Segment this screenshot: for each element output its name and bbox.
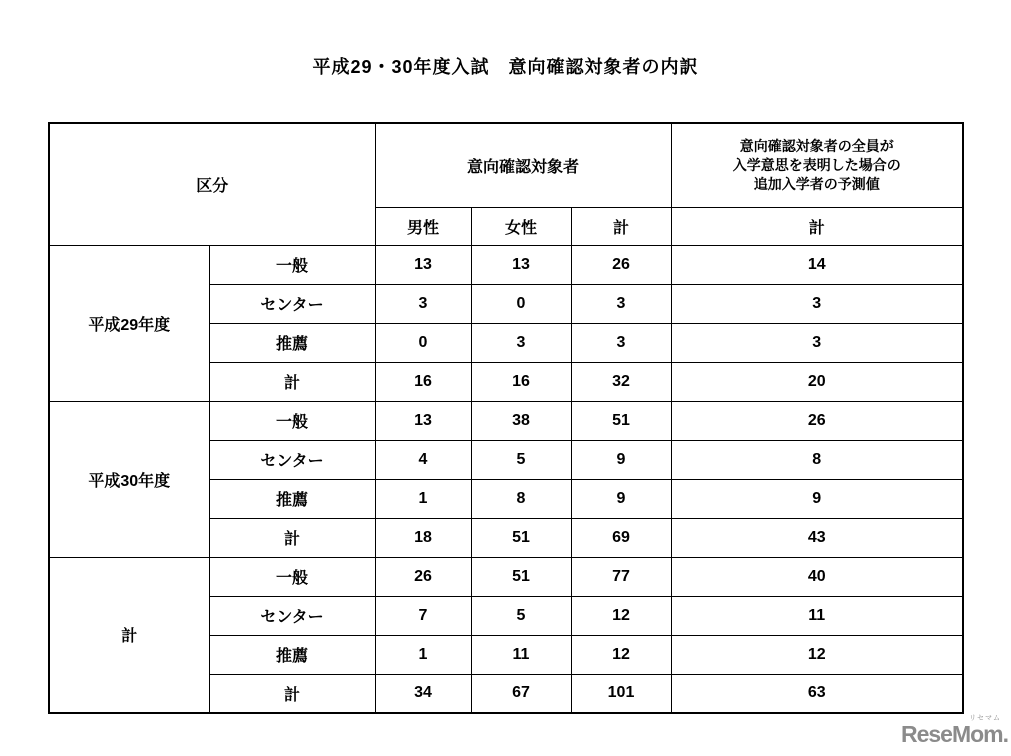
female-value-cell: 5	[471, 440, 571, 479]
forecast-value-cell: 20	[671, 362, 963, 401]
male-value-cell: 13	[375, 401, 471, 440]
forecast-value-cell: 3	[671, 323, 963, 362]
female-value-cell: 0	[471, 284, 571, 323]
female-value-cell: 8	[471, 479, 571, 518]
category-cell: 一般	[209, 557, 375, 596]
header-cell-target-group: 意向確認対象者	[375, 123, 671, 207]
resemom-logo: ReseMom.	[900, 721, 1008, 747]
header-cell-forecast-total: 計	[671, 207, 963, 245]
male-value-cell: 26	[375, 557, 471, 596]
total-value-cell: 51	[571, 401, 671, 440]
male-value-cell: 18	[375, 518, 471, 557]
table-row	[49, 557, 963, 596]
category-cell: 計	[209, 518, 375, 557]
forecast-value-cell: 43	[671, 518, 963, 557]
female-value-cell: 5	[471, 596, 571, 635]
female-value-cell: 38	[471, 401, 571, 440]
year-cell: 計	[49, 557, 209, 713]
header-row-1	[49, 123, 963, 207]
female-value-cell: 67	[471, 674, 571, 713]
header-cell-kubun: 区分	[49, 123, 375, 245]
header-cell-forecast-title	[671, 123, 963, 207]
forecast-title-line-2: 入学意思を表明した場合の	[732, 156, 901, 173]
male-value-cell: 1	[375, 479, 471, 518]
table-row	[49, 401, 963, 440]
year-cell: 平成30年度	[49, 401, 209, 557]
female-value-cell: 51	[471, 518, 571, 557]
forecast-value-cell: 9	[671, 479, 963, 518]
forecast-value-cell: 3	[671, 284, 963, 323]
category-cell: 一般	[209, 245, 375, 284]
female-value-cell: 16	[471, 362, 571, 401]
forecast-value-cell: 63	[671, 674, 963, 713]
forecast-title-line-1: 意向確認対象者の全員が	[739, 137, 894, 154]
male-value-cell: 13	[375, 245, 471, 284]
forecast-title-line-3: 追加入学者の予測値	[753, 175, 880, 192]
male-value-cell: 16	[375, 362, 471, 401]
female-value-cell: 11	[471, 635, 571, 674]
male-value-cell: 0	[375, 323, 471, 362]
header-cell-total: 計	[571, 207, 671, 245]
total-value-cell: 12	[571, 596, 671, 635]
total-value-cell: 77	[571, 557, 671, 596]
male-value-cell: 4	[375, 440, 471, 479]
male-value-cell: 7	[375, 596, 471, 635]
total-value-cell: 101	[571, 674, 671, 713]
page-title: 平成29・30年度入試 意向確認対象者の内訳	[312, 57, 699, 77]
total-value-cell: 12	[571, 635, 671, 674]
total-value-cell: 9	[571, 440, 671, 479]
category-cell: 計	[209, 674, 375, 713]
category-cell: 推薦	[209, 479, 375, 518]
header-cell-female: 女性	[471, 207, 571, 245]
total-value-cell: 3	[571, 284, 671, 323]
female-value-cell: 3	[471, 323, 571, 362]
category-cell: 推薦	[209, 635, 375, 674]
total-value-cell: 32	[571, 362, 671, 401]
forecast-value-cell: 12	[671, 635, 963, 674]
male-value-cell: 34	[375, 674, 471, 713]
forecast-value-cell: 26	[671, 401, 963, 440]
forecast-value-cell: 8	[671, 440, 963, 479]
total-value-cell: 9	[571, 479, 671, 518]
category-cell: 一般	[209, 401, 375, 440]
resemom-ruby-text: リセマム	[969, 715, 1001, 722]
category-cell: センター	[209, 440, 375, 479]
total-value-cell: 3	[571, 323, 671, 362]
year-cell: 平成29年度	[49, 245, 209, 401]
category-cell: 推薦	[209, 323, 375, 362]
category-cell: センター	[209, 284, 375, 323]
category-cell: 計	[209, 362, 375, 401]
header-cell-male: 男性	[375, 207, 471, 245]
table-row	[49, 245, 963, 284]
resemom-watermark	[890, 715, 1008, 746]
female-value-cell: 51	[471, 557, 571, 596]
forecast-value-cell: 40	[671, 557, 963, 596]
total-value-cell: 69	[571, 518, 671, 557]
total-value-cell: 26	[571, 245, 671, 284]
category-cell: センター	[209, 596, 375, 635]
male-value-cell: 3	[375, 284, 471, 323]
intention-confirmation-table	[48, 122, 964, 714]
male-value-cell: 1	[375, 635, 471, 674]
female-value-cell: 13	[471, 245, 571, 284]
forecast-value-cell: 11	[671, 596, 963, 635]
forecast-value-cell: 14	[671, 245, 963, 284]
